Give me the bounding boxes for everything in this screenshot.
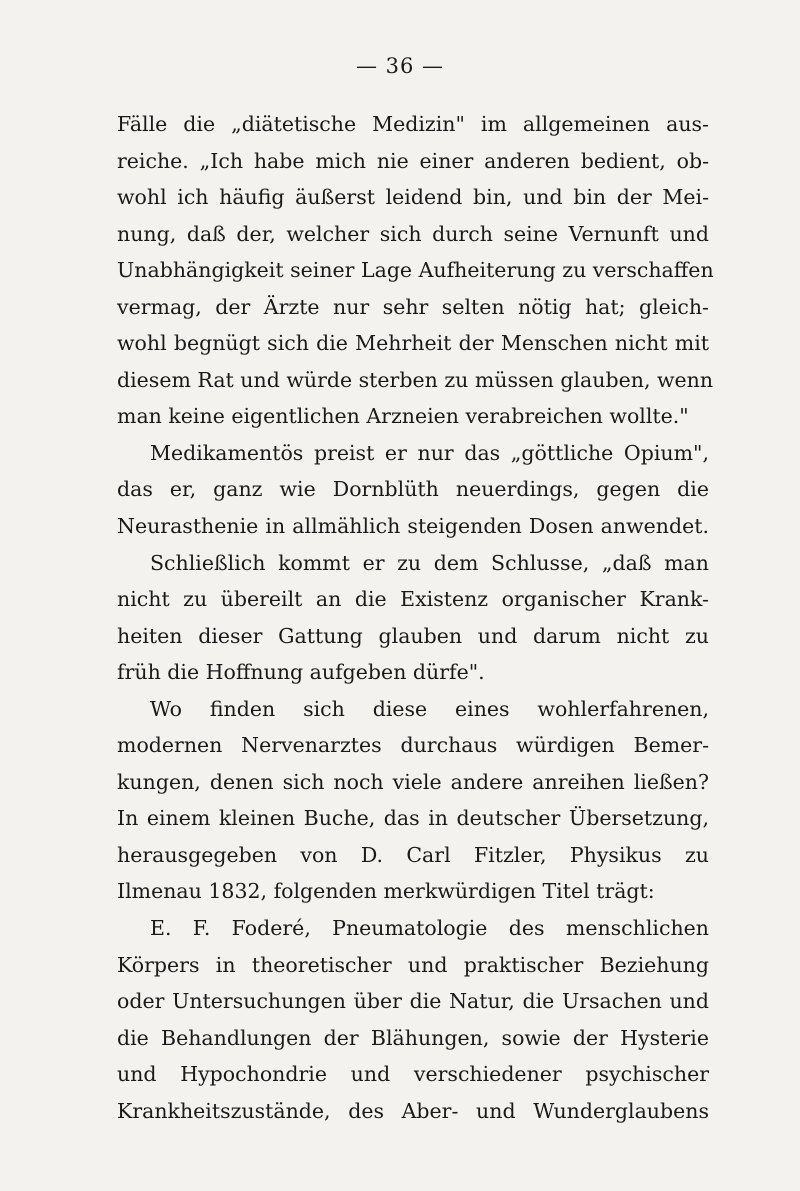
- text-line: E. F. Foderé, Pneumatologie des menschlichen: [150, 916, 709, 941]
- text-line: kungen, denen sich noch viele andere anreihen ließen?: [117, 769, 709, 794]
- text-line: herausgegeben von D. Carl Fitzler, Physikus zu: [117, 842, 709, 867]
- text-line: früh die Hoffnung aufgeben dürfe".: [117, 660, 485, 685]
- text-line: reiche. „Ich habe mich nie einer anderen bedient, ob-: [117, 148, 709, 173]
- text-line: nicht zu übereilt an die Existenz organischer Krank-: [117, 587, 709, 612]
- text-line: die Behandlungen der Blähungen, sowie der Hysterie: [117, 1025, 709, 1050]
- text-line: Ilmenau 1832, folgenden merkwürdigen Titel trägt:: [117, 879, 655, 904]
- page-number: — 36 —: [355, 54, 445, 78]
- text-line: heiten dieser Gattung glauben und darum nicht zu: [117, 623, 709, 648]
- text-line: Körpers in theoretischer und praktischer Beziehung: [117, 952, 709, 977]
- text-line: Unabhängigkeit seiner Lage Aufheiterung zu verschaffen: [117, 258, 714, 283]
- text-line: Medikamentös preist er nur das „göttliche Opium",: [150, 440, 709, 465]
- text-line: wohl ich häufig äußerst leidend bin, und bin der Mei-: [117, 185, 709, 210]
- text-line: man keine eigentlichen Arzneien verabreichen wollte.": [117, 404, 689, 429]
- text-line: nung, daß der, welcher sich durch seine Vernunft und: [117, 221, 709, 246]
- text-line: diesem Rat und würde sterben zu müssen glauben, wenn: [117, 367, 714, 392]
- text-line: Schließlich kommt er zu dem Schlusse, „daß man: [150, 550, 709, 575]
- text-line: wohl begnügt sich die Mehrheit der Menschen nicht mit: [117, 331, 709, 356]
- text-line: modernen Nervenarztes durchaus würdigen Bemer-: [117, 733, 709, 758]
- text-line: vermag, der Ärzte nur sehr selten nötig hat; gleich-: [117, 294, 709, 319]
- body-text: [117, 106, 714, 1129]
- text-line: Neurasthenie in allmählich steigenden Dosen anwendet.: [117, 514, 709, 539]
- text-line: Krankheitszustände, des Aber- und Wunderglaubens: [117, 1098, 709, 1123]
- text-line: oder Untersuchungen über die Natur, die Ursachen und: [117, 989, 709, 1014]
- text-line: Wo finden sich diese eines wohlerfahrenen,: [150, 696, 709, 721]
- text-line: Fälle die „diätetische Medizin" im allgemeinen aus-: [117, 112, 709, 136]
- text-line: In einem kleinen Buche, das in deutscher Übersetzung,: [117, 806, 709, 831]
- text-line: das er, ganz wie Dornblüth neuerdings, gegen die: [117, 477, 709, 502]
- text-line: und Hypochondrie und verschiedener psychischer: [117, 1062, 709, 1087]
